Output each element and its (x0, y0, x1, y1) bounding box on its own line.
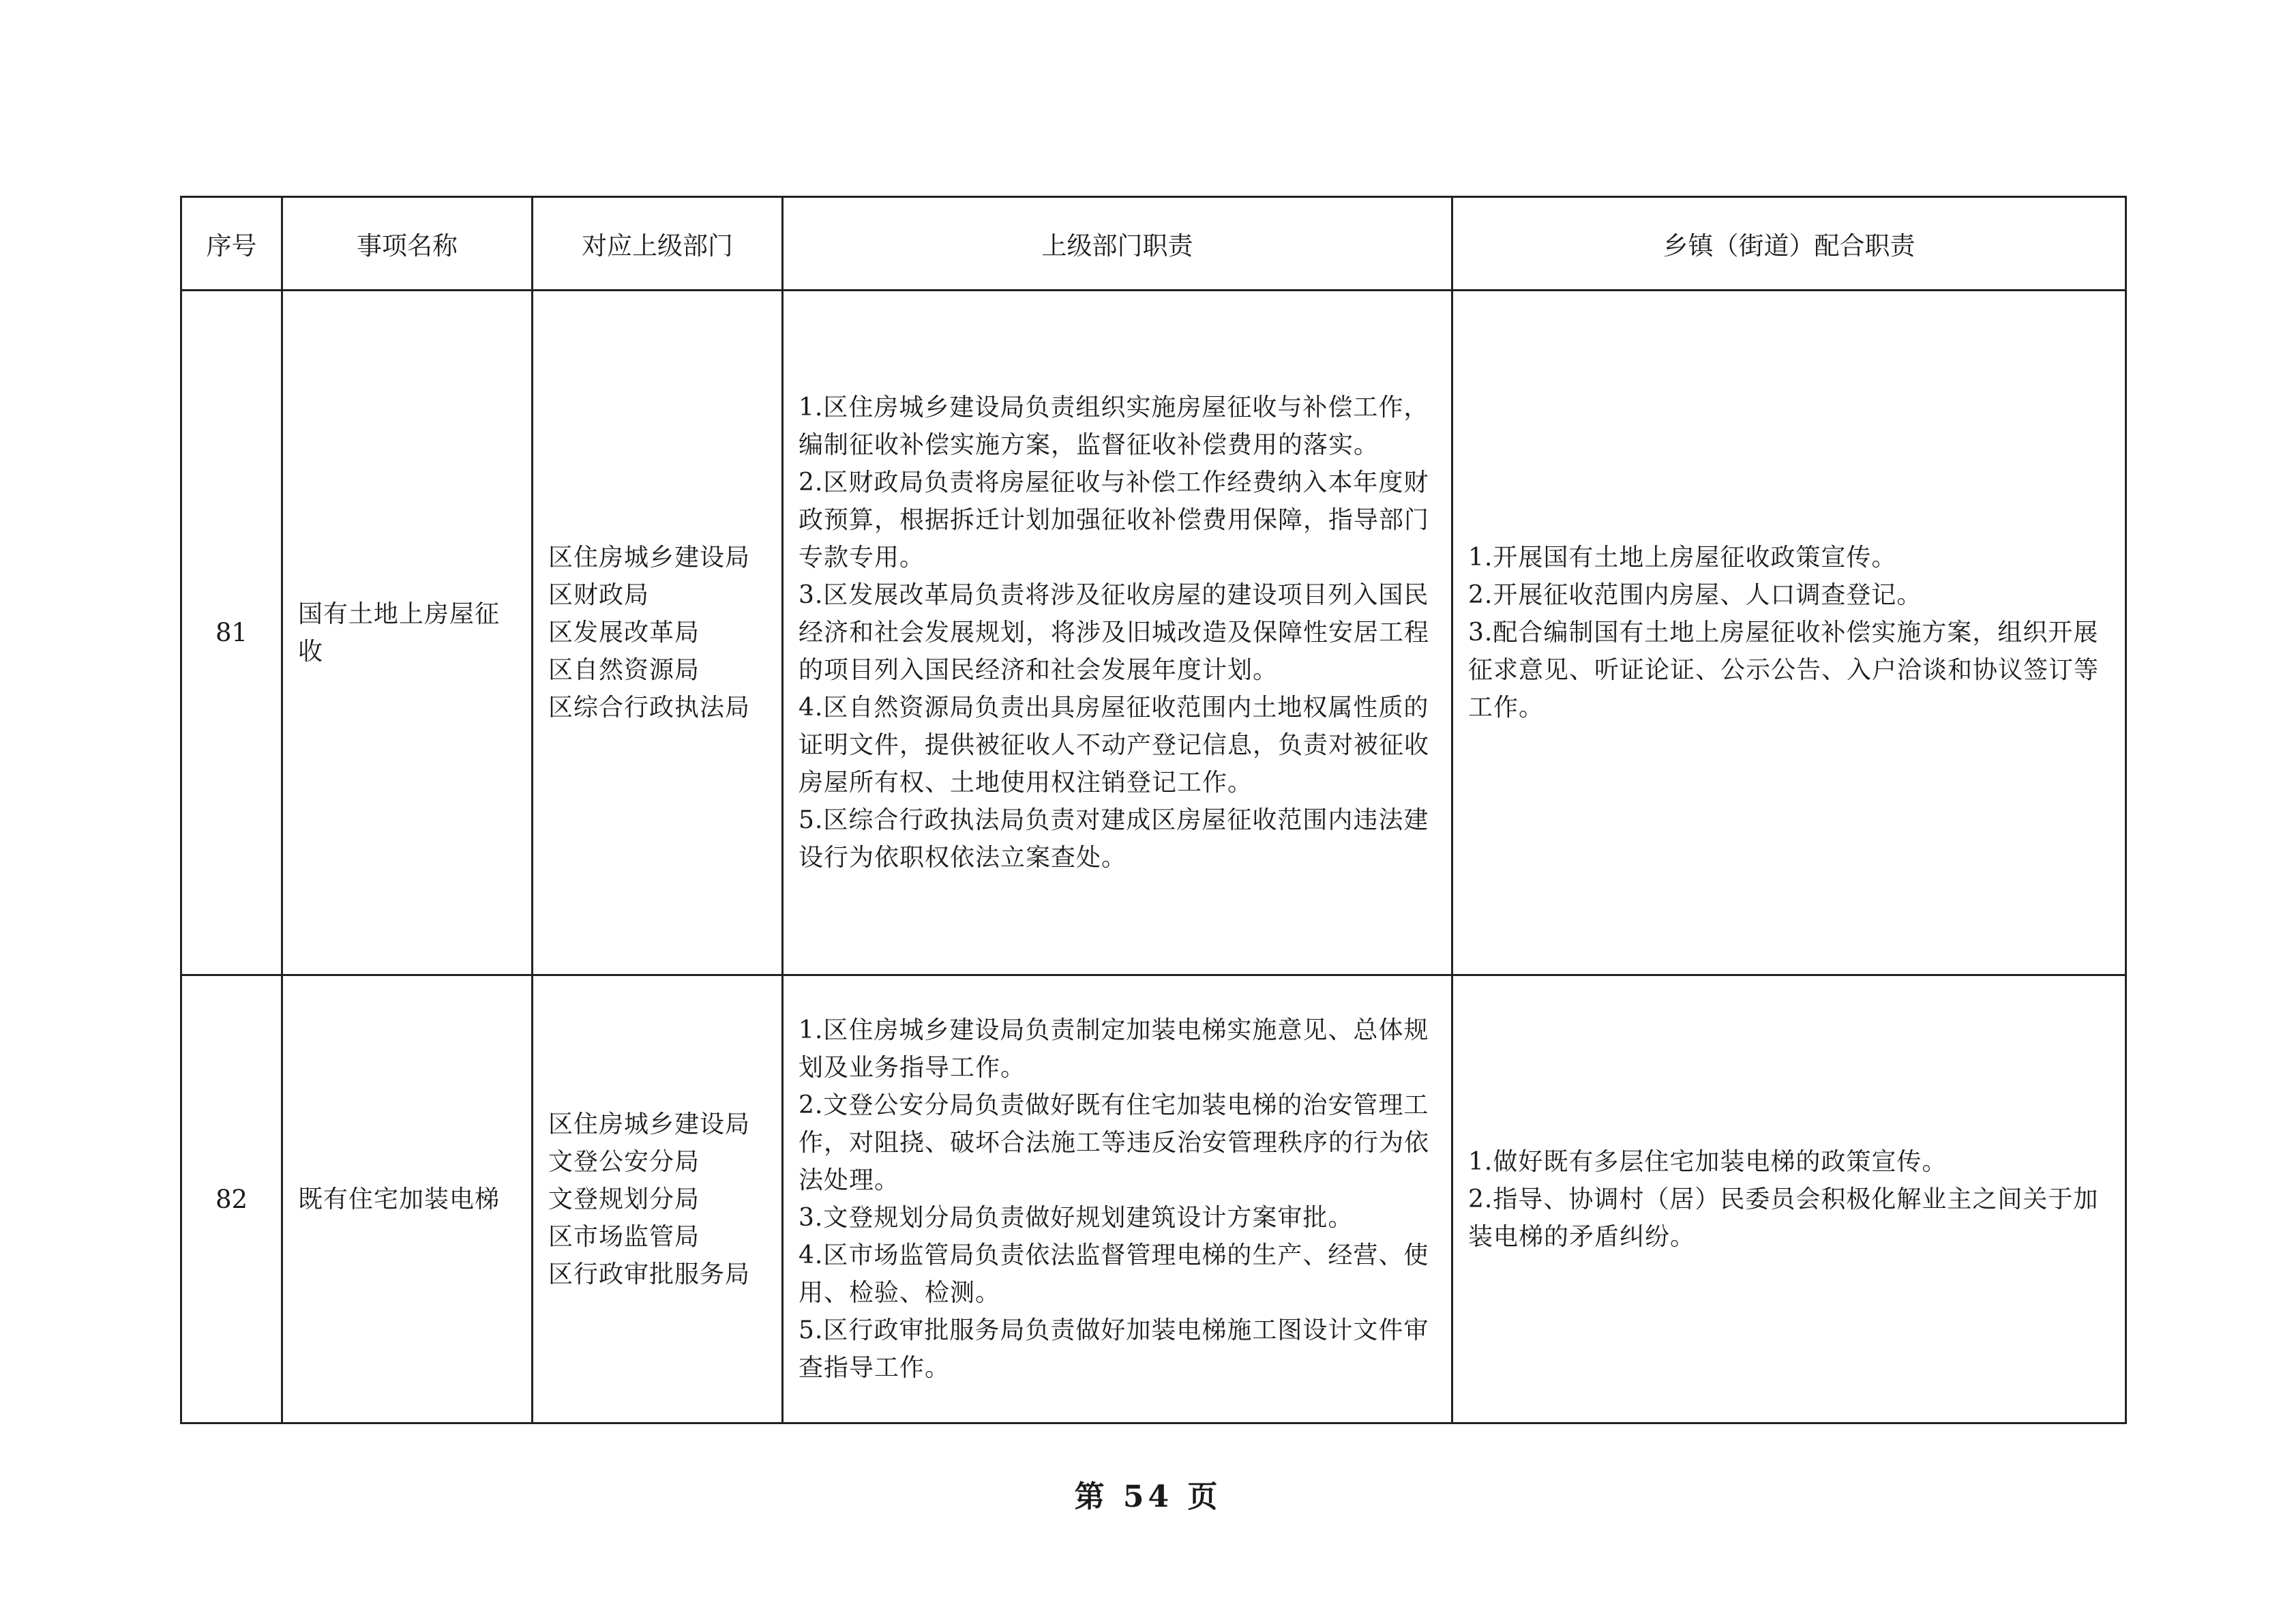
town-duty-item: 1.开展国有土地上房屋征收政策宣传。 (1468, 544, 1897, 572)
upper-duty-list (783, 975, 1452, 1423)
upper-duty-list (783, 291, 1452, 975)
town-duty-list (1452, 975, 2126, 1423)
town-duty-item: 3.配合编制国有土地上房屋征收补偿实施方案，组织开展征求意见、听证论证、公示公告、入户洽谈和协议签订等工作。 (1468, 619, 2100, 722)
dept-list (533, 975, 783, 1423)
dept-item: 区发展改革局 (548, 619, 700, 647)
upper-duty-item: 3.区发展改革局负责将涉及征收房屋的建设项目列入国民经济和社会发展规划，将涉及旧城改造及保障性安居工程的项目列入国民经济和社会发展年度计划。 (799, 581, 1430, 684)
duty-table (180, 196, 2127, 1424)
item-name: 国有土地上房屋征收 (282, 291, 533, 975)
header-dept: 对应上级部门 (533, 197, 783, 291)
upper-duty-item: 2.文登公安分局负责做好既有住宅加装电梯的治安管理工作，对阻挠、破坏合法施工等违反治安管理秩序的行为依法处理。 (799, 1091, 1430, 1194)
town-duty-item: 2.开展征收范围内房屋、人口调查登记。 (1468, 581, 1922, 609)
dept-item: 区行政审批服务局 (548, 1260, 751, 1288)
upper-duty-item: 1.区住房城乡建设局负责制定加装电梯实施意见、总体规划及业务指导工作。 (799, 1016, 1429, 1082)
table-row (181, 975, 2126, 1423)
dept-item: 文登公安分局 (548, 1147, 700, 1176)
row-number: 82 (181, 975, 282, 1423)
dept-item: 文登规划分局 (548, 1185, 700, 1213)
item-name: 既有住宅加装电梯 (282, 975, 533, 1423)
page-number: 第 54 页 (1074, 1479, 1222, 1514)
upper-duty-item: 3.文登规划分局负责做好规划建筑设计方案审批。 (799, 1204, 1354, 1232)
dept-list (533, 291, 783, 975)
header-upper-duty: 上级部门职责 (783, 197, 1452, 291)
table-header-row (181, 197, 2126, 291)
dept-item: 区市场监管局 (548, 1222, 700, 1251)
dept-item: 区综合行政执法局 (548, 694, 751, 722)
row-number: 81 (181, 291, 282, 975)
dept-item: 区住房城乡建设局 (548, 1110, 751, 1138)
upper-duty-item: 4.区市场监管局负责依法监督管理电梯的生产、经营、使用、检验、检测。 (799, 1241, 1429, 1307)
upper-duty-item: 2.区财政局负责将房屋征收与补偿工作经费纳入本年度财政预算，根据拆迁计划加强征收补偿费用保障，指导部门专款专用。 (799, 469, 1430, 572)
upper-duty-item: 1.区住房城乡建设局负责组织实施房屋征收与补偿工作，编制征收补偿实施方案，监督征收补偿费用的落实。 (799, 394, 1429, 459)
dept-item: 区住房城乡建设局 (548, 544, 751, 572)
town-duty-item: 2.指导、协调村（居）民委员会积极化解业主之间关于加装电梯的矛盾纠纷。 (1468, 1185, 2099, 1251)
header-no: 序号 (181, 197, 282, 291)
town-duty-item: 1.做好既有多层住宅加装电梯的政策宣传。 (1468, 1147, 1948, 1176)
header-town-duty: 乡镇（街道）配合职责 (1452, 197, 2126, 291)
upper-duty-item: 5.区综合行政执法局负责对建成区房屋征收范围内违法建设行为依职权依法立案查处。 (799, 806, 1429, 872)
upper-duty-item: 4.区自然资源局负责出具房屋征收范围内土地权属性质的证明文件，提供被征收人不动产登记信息，负责对被征收房屋所有权、土地使用权注销登记工作。 (799, 694, 1430, 797)
header-name: 事项名称 (282, 197, 533, 291)
table-row (181, 291, 2126, 975)
dept-item: 区自然资源局 (548, 656, 700, 684)
town-duty-list (1452, 291, 2126, 975)
dept-item: 区财政局 (548, 581, 650, 609)
upper-duty-item: 5.区行政审批服务局负责做好加装电梯施工图设计文件审查指导工作。 (799, 1316, 1429, 1382)
